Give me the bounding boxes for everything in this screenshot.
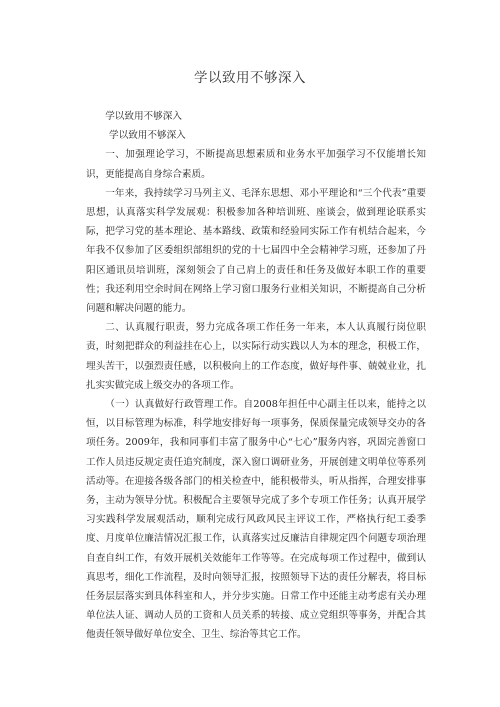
body-paragraph: 一、加强理论学习，不断提高思想素质和业务水平加强学习不仅能增长知识，更能提高自身综合素质。	[86, 149, 426, 180]
body-paragraph: 一年来，我持续学习马列主义、毛泽东思想、邓小平理论和“三个代表”重要思想，认真落实科学发展观：积极参加各种培训班、座谈会，做到理论联系实际，把学习党的基本理论、基本路线、政策和经验同实际工作有机结合起来，今年我不仅参加了区委组织部组织的党的十七届四中全会精神学习班，还参加了丹阳区通讯员培训班，深刻领会了自己肩上的责任和任务及做好本职工作的重要性；我还利用空余时间在网络上学习窗口服务行业相关知识，不断提高自己分析问题和解决问题的能力。	[86, 187, 426, 315]
body-paragraph: （一）认真做好行政管理工作。自2008年担任中心副主任以来，能持之以恒，以目标管理为标准，科学地安排好每一项事务，保质保量完成领导交办的各项任务。2009年，我和同事们丰富了服务中心“七心”服务内容，巩固完善窗口工作人员违反规定责任追究制度，深入窗口调研业务，开展创建文明单位等系列活动等。在迎接各级各部门的相关检查中，能积极带头，听从指挥，合理安排事务，主动为领导分忧。积极配合主要领导完成了多个专项工作任务；认真开展学习实践科学发展观活动，顺利完成行风政风民主评议工作，严格执行纪工委季度、月度单位廉洁情况汇报工作，认真落实过反廉洁自律规定四个问题专项治理自查自纠工作，有效开展机关效能年工作等等。在完成每项工作过程中，做到认真思考，细化工作流程，及时向领导汇报，按照领导下达的责任分解表，将目标任务层层落实到具体科室和人，并分步实施。日常工作中还能主动考虑有关办理单位法人证、调动人员的工资和人员关系的转接、成立党组织等事务，并配合其他责任领导做好单位安全、卫生、综治等其它工作。	[86, 399, 426, 641]
document-body	[86, 107, 426, 645]
body-paragraph: 二、认真履行职责，努力完成各项工作任务一年来，本人认真履行岗位职责，时刻把群众的利益挂在心上，以实际行动实践以人为本的理念，积极工作，埋头苦干，以强烈责任感，以积极向上的工作态度，做好每件事、兢兢业业，扎扎实实做完成上级交办的各项工作。	[86, 322, 426, 391]
document-title: 学以致用不够深入	[194, 70, 306, 86]
subtitle-line: 学以致用不够深入	[109, 130, 186, 142]
subtitle-line: 学以致用不够深入	[105, 111, 182, 122]
